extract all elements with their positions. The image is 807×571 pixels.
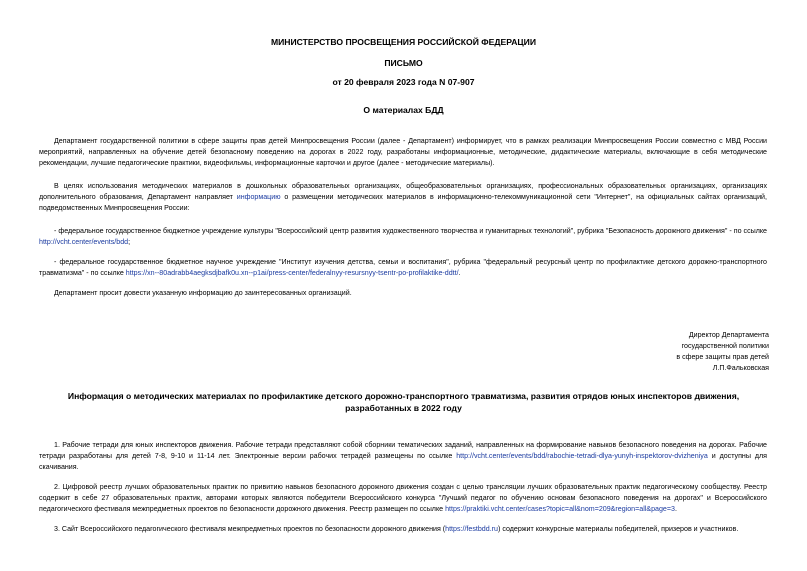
festbdd-link[interactable]: https://festbdd.ru bbox=[445, 525, 498, 533]
workbooks-link[interactable]: http://vcht.center/events/bdd/rabochie-tetradi-dlya-yunyh-inspektorov-dvizheniya bbox=[456, 452, 708, 460]
paragraph-1-text: Департамент государственной политики в сфере защиты прав детей Минпросвещения России (далее - Департамент) информирует, что в рамках реализации Минпросвещения России совместно с МВД России мероприятий, направленных на обучение детей безопасному поведению на дорогах в 2022 году, разработаны информационные, методические, дидактические материалы, включающие в себя методические рекомендации, лучшие педагогические практики, видеофильмы, информационные карточки и другое (далее - методические материалы). bbox=[39, 137, 767, 167]
paragraph-2 bbox=[39, 181, 767, 214]
signature-line-2: государственной политики bbox=[681, 342, 769, 350]
vcht-bdd-link[interactable]: http://vcht.center/events/bdd bbox=[39, 238, 129, 246]
signature-block bbox=[569, 330, 769, 374]
paragraph-3-text-b: ; bbox=[128, 238, 131, 246]
document-date-number: от 20 февраля 2023 года N 07-907 bbox=[332, 77, 475, 87]
info-link[interactable]: информацию bbox=[236, 193, 281, 201]
signature-line-1: Директор Департамента bbox=[688, 331, 769, 339]
paragraph-1 bbox=[39, 136, 767, 169]
practices-registry-link[interactable]: https://praktiki.vcht.center/cases?topic=all&nom=209&region=all&page=3 bbox=[445, 505, 675, 513]
paragraph-2-text-a: В целях использования методических материалов в дошкольных образовательных организациях, общеобразовательных организациях, профессиональных образовательных организациях, организациях дополнительного образования, Департамент направляет bbox=[39, 182, 767, 201]
paragraph-4-text-b: . bbox=[458, 269, 461, 277]
paragraph-2-text-b: о размещении методических материалов в информационно-телекоммуникационной сети "Интернет", на официальных сайтах организаций, подведомственных Минпросвещения России: bbox=[39, 193, 767, 212]
institute-link[interactable]: https://xn--80adrabb4aegksdjbafk0u.xn--p1ai/press-center/federalnyy-resursnyy-tsentr-po-profilaktike-ddtt/ bbox=[125, 269, 459, 277]
document-type: ПИСЬМО bbox=[384, 58, 423, 68]
signature-line-4: Л.П.Фальковская bbox=[712, 364, 769, 372]
paragraph-5 bbox=[39, 288, 767, 299]
info-item-3 bbox=[39, 524, 767, 535]
document-subject: О материалах БДД bbox=[363, 105, 444, 115]
info-item-3-text-a: 3. Сайт Всероссийского педагогического фестиваля межпредметных проектов по безопасности дорожного движения ( bbox=[54, 525, 446, 533]
signature-line-3: в сфере защиты прав детей bbox=[676, 353, 769, 361]
ministry-heading: МИНИСТЕРСТВО ПРОСВЕЩЕНИЯ РОССИЙСКОЙ ФЕДЕРАЦИИ bbox=[270, 37, 537, 47]
info-item-2 bbox=[39, 482, 767, 515]
info-item-3-text-b: ) содержит конкурсные материалы победителей, призеров и участников. bbox=[497, 525, 739, 533]
paragraph-4 bbox=[39, 257, 767, 279]
info-item-1-text-a: 1. Рабочие тетради для юных инспекторов движения. Рабочие тетради представляют собой сборники тематических заданий, направленных на формирование навыков безопасного поведения на дорогах. Рабочие тетради разработаны для детей 7-8, 9-10 и 11-14 лет. Электронные версии рабочих тетрадей размещены по ссылке bbox=[39, 441, 767, 460]
paragraph-3-text-a: - федеральное государственное бюджетное учреждение культуры "Всероссийский центр развития художественного творчества и гуманитарных технологий", рубрика "Безопасность дорожного движения" - по ссылке bbox=[54, 227, 767, 235]
paragraph-3 bbox=[39, 226, 767, 248]
paragraph-5-text: Департамент просит довести указанную информацию до заинтересованных организаций. bbox=[54, 289, 352, 297]
info-item-1-text-b: и доступны для скачивания. bbox=[39, 452, 767, 471]
paragraph-4-text-a: - федеральное государственное бюджетное научное учреждение "Институт изучения детства, семьи и воспитания", рубрика "федеральный ресурсный центр по профилактике детского дорожно-транспортного травматизма" - по ссылке bbox=[39, 258, 767, 277]
info-item-2-text-a: 2. Цифровой реестр лучших образовательных практик по привитию навыков безопасного дорожного движения создан с целью трансляции лучших образовательных практик педагогическому сообществу. Реестр содержит в себе 27 образовательных практик, авторами которых являются победители Всероссийского конкурса "Лучший педагог по обучению основам безопасного поведения на дорогах" и Всероссийского педагогического фестиваля межпредметных проектов по безопасности дорожного движения. Реестр размещен по ссылке bbox=[39, 483, 767, 513]
info-item-2-text-b: . bbox=[674, 505, 677, 513]
info-section-title: Информация о методических материалах по профилактике детского дорожно-транспортного травматизма, развития отрядов юных инспекторов движения, разработанных в 2022 году bbox=[67, 391, 740, 413]
info-item-1 bbox=[39, 440, 767, 473]
